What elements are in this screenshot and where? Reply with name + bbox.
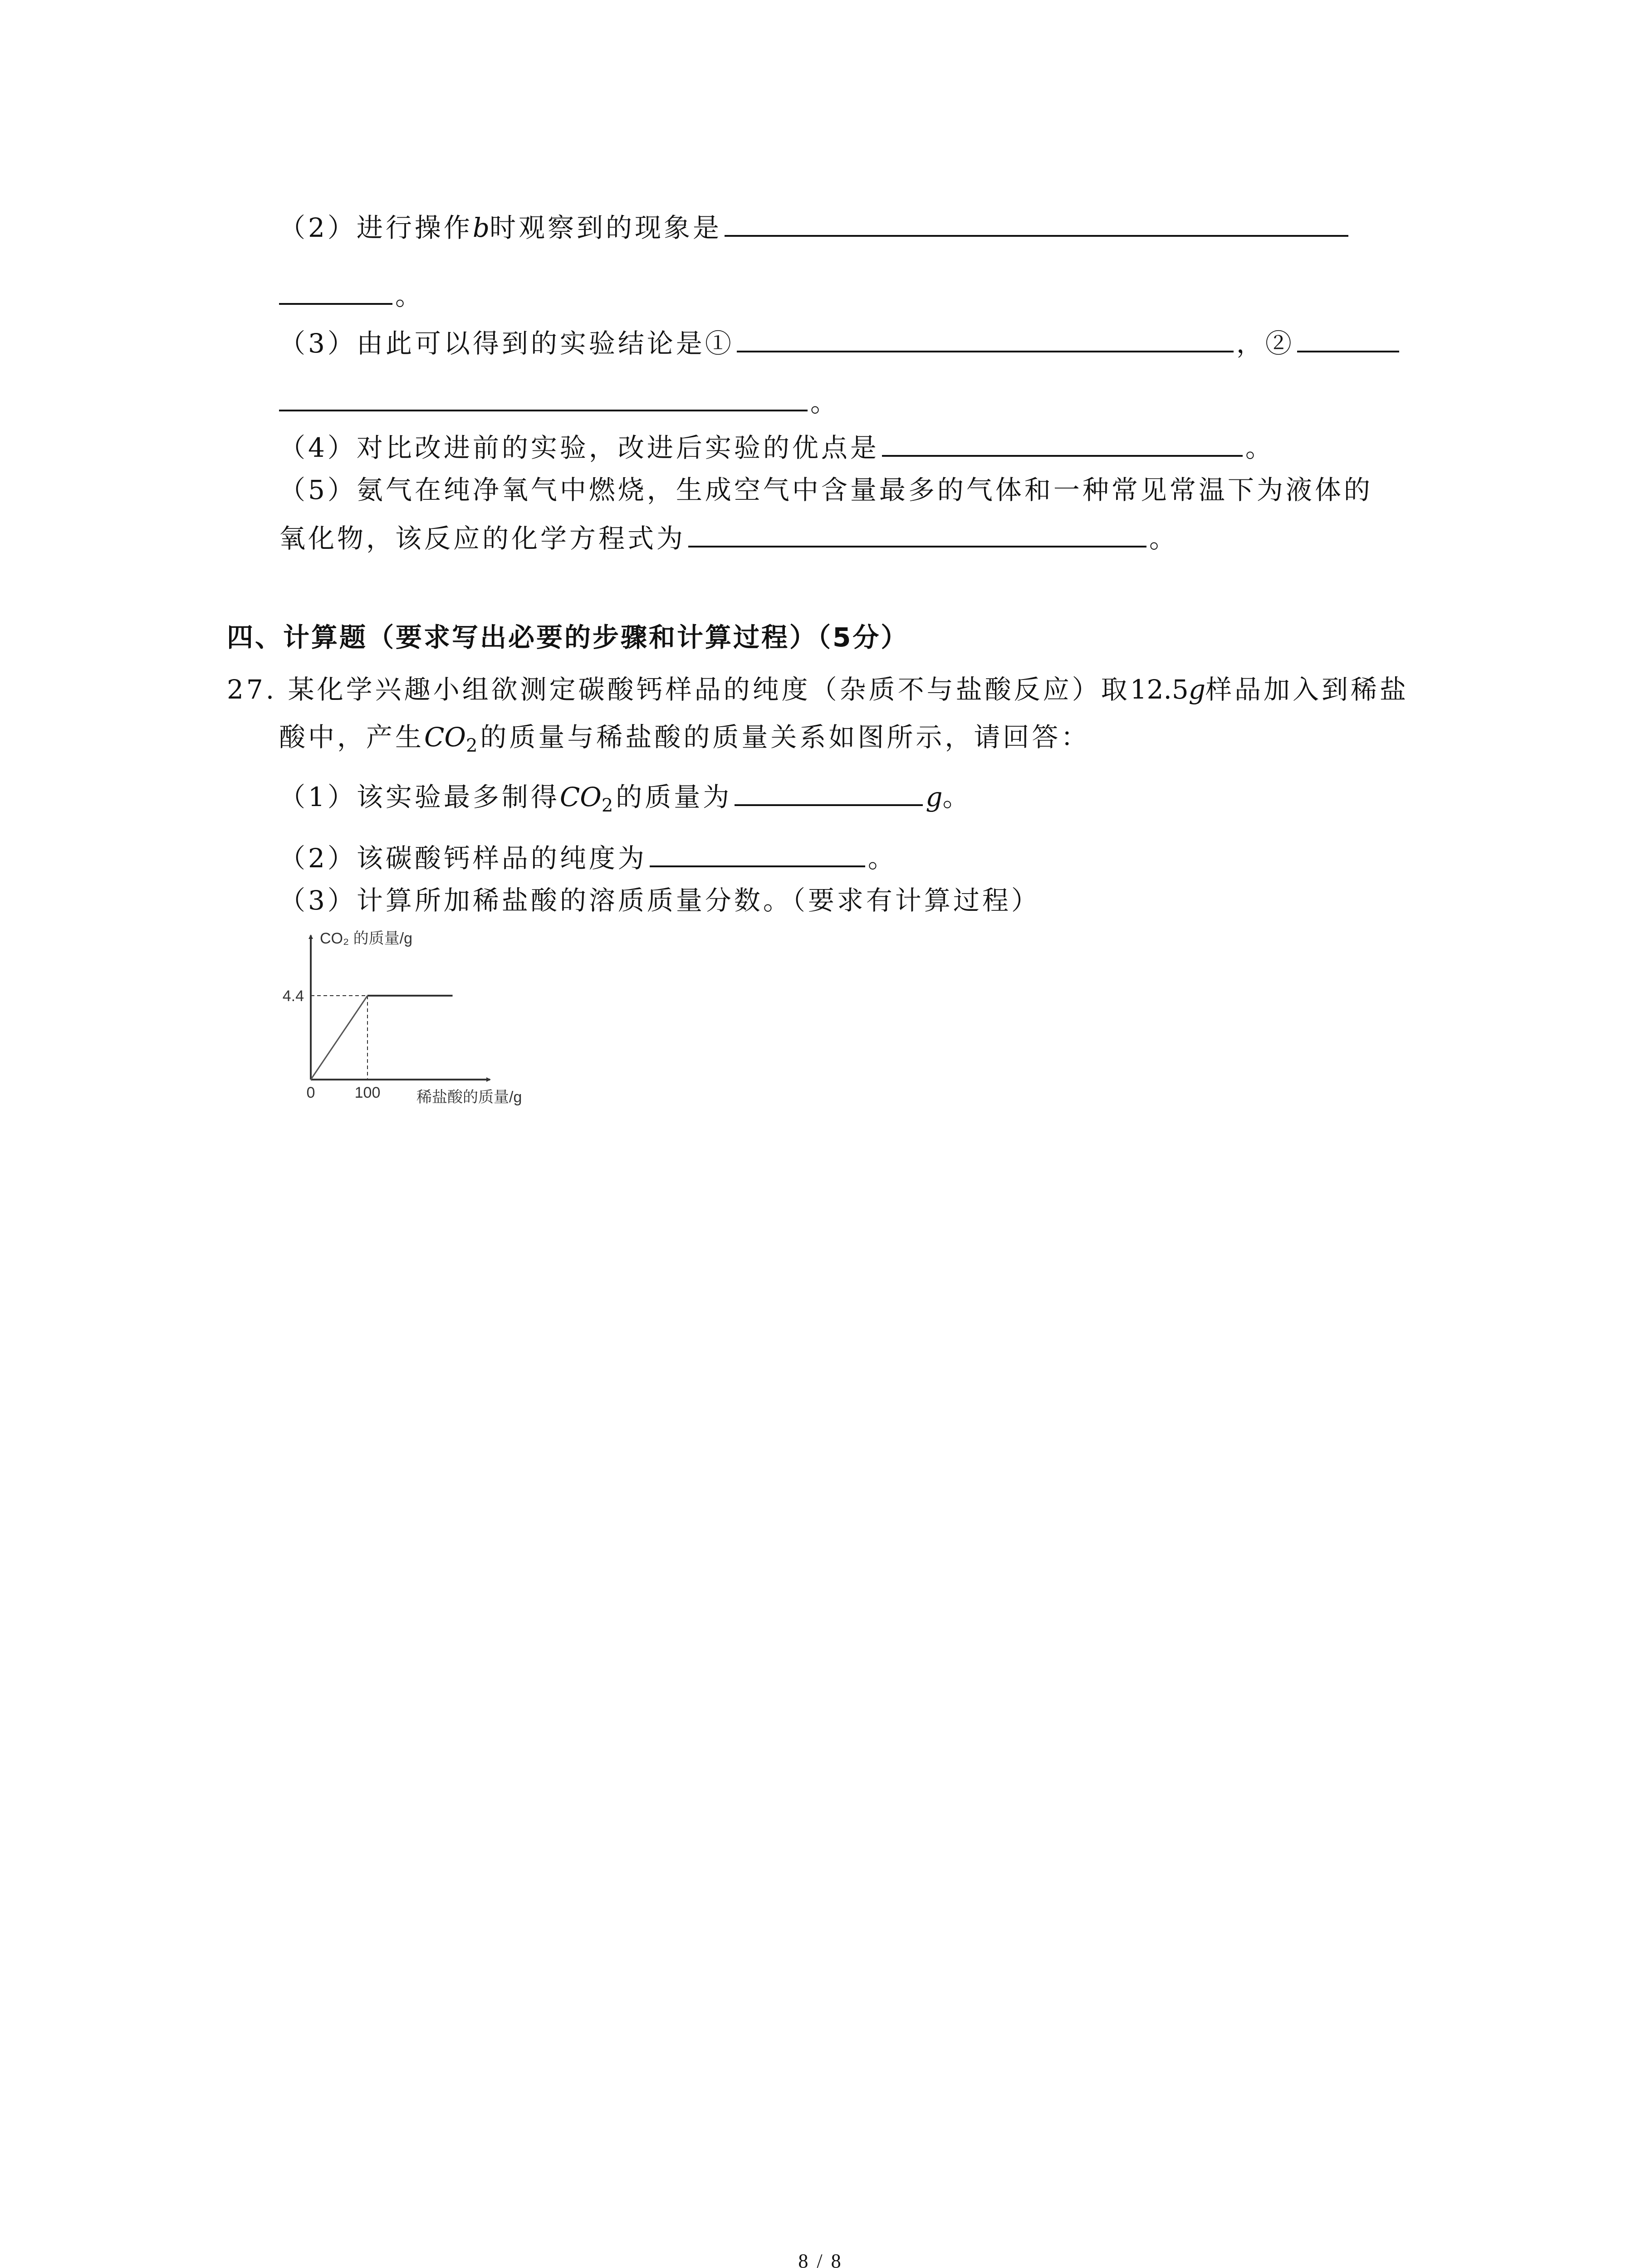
q27-sample-unit: g bbox=[1188, 674, 1205, 705]
q26-part3-line bbox=[279, 324, 1402, 361]
q26-part3-text: （3）由此可以得到的实验结论是① bbox=[279, 328, 734, 359]
q27-part1-mid: 的质量为 bbox=[616, 782, 732, 812]
q26-part3-blank-2-cont[interactable] bbox=[279, 383, 808, 411]
q26-part2-var: b bbox=[472, 212, 490, 243]
q27-part3-line bbox=[279, 882, 1040, 919]
series-segment-rise bbox=[311, 996, 367, 1080]
x-tick-label-0: 0 bbox=[306, 1084, 315, 1101]
q26-part4-blank[interactable] bbox=[882, 429, 1243, 457]
q26-part3-end-mark: 。 bbox=[810, 387, 840, 418]
q26-part2-answer-blank-cont[interactable] bbox=[279, 277, 392, 305]
q26-part3-blank-2[interactable] bbox=[1297, 324, 1399, 352]
q26-part2-cont-line bbox=[279, 277, 424, 313]
q27-co2-formula: CO bbox=[424, 722, 466, 753]
q26-part2-end-mark: 。 bbox=[395, 280, 425, 311]
q27-part1-co2-formula: CO bbox=[559, 782, 602, 812]
y-tick-label-4-4: 4.4 bbox=[282, 987, 304, 1005]
q27-part1-co2-subscript: 2 bbox=[601, 795, 616, 816]
q26-part2-prefix: （2）进行操作 bbox=[279, 212, 473, 243]
q26-part3-cont-line bbox=[279, 383, 839, 420]
q27-part1-unit: g bbox=[926, 782, 943, 812]
x-tick-label-100: 100 bbox=[354, 1084, 381, 1101]
q27-line1-prefix: 27. 某化学兴趣小组欲测定碳酸钙样品的纯度（杂质不与盐酸反应）取 bbox=[227, 674, 1130, 705]
q27-part1-end-mark: 。 bbox=[942, 782, 972, 812]
q27-part1-blank[interactable] bbox=[735, 778, 923, 806]
q26-part5-line2 bbox=[279, 519, 1178, 556]
q26-part5-end-mark: 。 bbox=[1149, 523, 1179, 554]
q27-line2-prefix: 酸中，产生 bbox=[279, 722, 425, 753]
q26-part5-text-line1: （5）氨气在纯净氧气中燃烧，生成空气中含量最多的气体和一种常见常温下为液体的 bbox=[279, 474, 1373, 505]
q26-part2-suffix: 时观察到的现象是 bbox=[490, 212, 722, 243]
q26-part5-blank[interactable] bbox=[688, 519, 1146, 547]
q27-line1-suffix: 样品加入到稀盐 bbox=[1205, 674, 1409, 705]
q26-part3-blank-1[interactable] bbox=[737, 324, 1234, 352]
q27-part2-line bbox=[279, 839, 897, 875]
q26-part5-text-line2: 氧化物，该反应的化学方程式为 bbox=[279, 523, 686, 554]
q26-part4-line bbox=[279, 429, 1274, 465]
q26-part4-end-mark: 。 bbox=[1245, 432, 1274, 463]
q27-part2-blank[interactable] bbox=[650, 839, 865, 867]
section4-title-text: 四、计算题（要求写出必要的步骤和计算过程）（5分） bbox=[227, 622, 909, 653]
q26-part2-line bbox=[279, 209, 1351, 245]
q27-part2-end-mark: 。 bbox=[867, 843, 897, 874]
q27-line2 bbox=[279, 719, 1090, 755]
x-axis-label: 稀盐酸的质量/g bbox=[416, 1089, 522, 1106]
q27-part3-text: （3）计算所加稀盐酸的溶质质量分数。（要求有计算过程） bbox=[279, 885, 1040, 916]
section4-title bbox=[227, 619, 909, 655]
y-axis-label: CO₂ 的质量/g bbox=[320, 930, 412, 947]
q26-part3-sep: ，② bbox=[1236, 328, 1294, 359]
page-number: 8 / 8 bbox=[798, 2250, 843, 2268]
q27-line1 bbox=[227, 671, 1409, 708]
q27-part2-text: （2）该碳酸钙样品的纯度为 bbox=[279, 843, 647, 874]
co2-mass-chart bbox=[254, 925, 581, 1116]
q27-sample-mass: 12.5 bbox=[1130, 674, 1189, 705]
q26-part4-text: （4）对比改进前的实验，改进后实验的优点是 bbox=[279, 432, 879, 463]
q26-part5-line1 bbox=[279, 472, 1373, 508]
q27-co2-subscript: 2 bbox=[465, 735, 480, 756]
q27-part1-prefix: （1）该实验最多制得 bbox=[279, 782, 560, 812]
q26-part2-answer-blank[interactable] bbox=[725, 209, 1348, 237]
q27-part1-line bbox=[279, 778, 971, 814]
q27-line2-suffix: 的质量与稀盐酸的质量关系如图所示，请回答： bbox=[480, 722, 1090, 753]
